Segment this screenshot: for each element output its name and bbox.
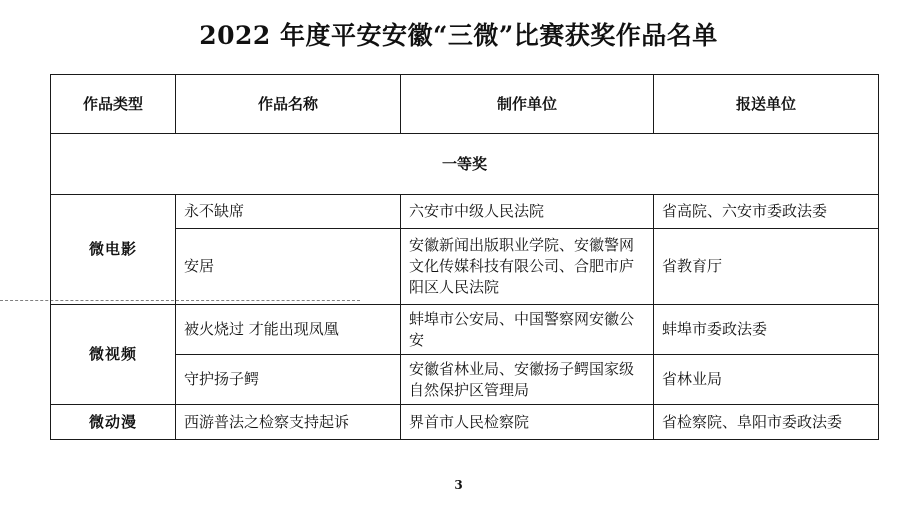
header-submitter: 报送单位 (654, 75, 879, 134)
category-micro-animation: 微动漫 (51, 405, 176, 440)
prize-level: 一等奖 (51, 134, 879, 195)
header-producer: 制作单位 (401, 75, 654, 134)
submitter: 省林业局 (654, 355, 879, 405)
producer: 蚌埠市公安局、中国警察网安徽公安 (401, 305, 654, 355)
header-work-name: 作品名称 (176, 75, 401, 134)
award-table (50, 74, 879, 440)
table-row (51, 229, 879, 305)
producer: 六安市中级人民法院 (401, 195, 654, 229)
work-name: 被火烧过 才能出现凤凰 (176, 305, 401, 355)
header-category: 作品类型 (51, 75, 176, 134)
category-micro-film: 微电影 (51, 195, 176, 305)
table-row (51, 355, 879, 405)
work-name: 安居 (176, 229, 401, 305)
producer: 安徽省林业局、安徽扬子鳄国家级自然保护区管理局 (401, 355, 654, 405)
submitter: 省高院、六安市委政法委 (654, 195, 879, 229)
submitter: 蚌埠市委政法委 (654, 305, 879, 355)
work-name: 西游普法之检察支持起诉 (176, 405, 401, 440)
work-name: 守护扬子鳄 (176, 355, 401, 405)
prize-level-row (51, 134, 879, 195)
submitter: 省检察院、阜阳市委政法委 (654, 405, 879, 440)
table-row (51, 305, 879, 355)
producer: 安徽新闻出版职业学院、安徽警网文化传媒科技有限公司、合肥市庐阳区人民法院 (401, 229, 654, 305)
document-title: 2022 年度平安安徽“三微”比赛获奖作品名单 (199, 21, 718, 50)
table-header-row (51, 75, 879, 134)
work-name: 永不缺席 (176, 195, 401, 229)
producer: 界首市人民检察院 (401, 405, 654, 440)
table-row (51, 405, 879, 440)
category-micro-video: 微视频 (51, 305, 176, 405)
page-number: 3 (454, 478, 463, 492)
table-row (51, 195, 879, 229)
submitter: 省教育厅 (654, 229, 879, 305)
